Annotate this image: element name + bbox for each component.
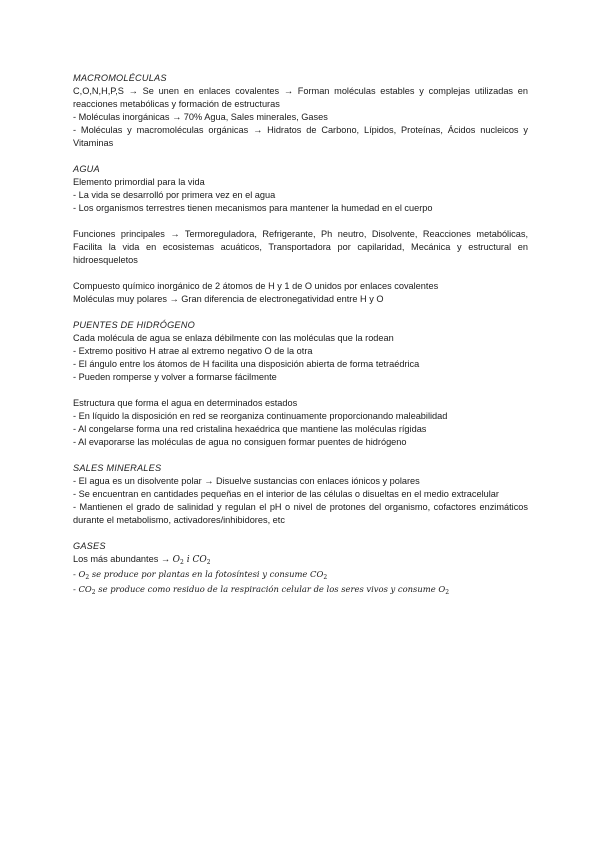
- section-heading: GASES: [73, 541, 106, 551]
- bullet-item: - Moléculas inorgánicas → 70% Agua, Sales minerales, Gases: [73, 112, 328, 122]
- bullet-item: - Extremo positivo H atrae al extremo negativo O de la otra: [73, 346, 313, 356]
- bullet-item: - Pueden romperse y volver a formarse fácilmente: [73, 372, 277, 382]
- text-line: Elemento primordial para la vida: [73, 177, 205, 187]
- section-heading: AGUA: [73, 164, 100, 174]
- text-line: Compuesto químico inorgánico de 2 átomos de H y 1 de O unidos por enlaces covalentes: [73, 281, 439, 291]
- paragraph: [73, 332, 528, 384]
- text-line: Funciones principales → Termoreguladora, Refrigerante, Ph neutro, Disolvente, Reacciones metabólicas, Facilita la vida en ecosistemas acuáticos, Transportadora por capilaridad, Mecánica y estructural en hidroesqueletos: [73, 229, 528, 265]
- bullet-item: - La vida se desarrolló por primera vez en el agua: [73, 190, 276, 200]
- math-bullet-item: - $CO_2$ se produce como residuo de la respiración celular de los seres vivos y consume $O_2$: [73, 584, 450, 596]
- intro-text: Los más abundantes →: [73, 554, 171, 564]
- text-line: [73, 553, 528, 567]
- bullet-item: - El ángulo entre los átomos de H facilita una disposición abierta de forma tetraédrica: [73, 359, 420, 369]
- formula-o2: $O_2$: [172, 555, 184, 566]
- section-sales-minerales: [73, 462, 528, 527]
- section-macromoleculas: [73, 72, 528, 150]
- text-line: Estructura que forma el agua en determinados estados: [73, 398, 298, 408]
- bullet-item: - Se encuentran en cantidades pequeñas en el interior de las células o disueltas en el medio extracelular: [73, 489, 499, 499]
- bullet-item: - Moléculas y macromoléculas orgánicas → Hidratos de Carbono, Lípidos, Proteínas, Ácidos nucleicos y Vitaminas: [73, 125, 528, 148]
- paragraph: [73, 280, 528, 306]
- paragraph: [73, 397, 528, 449]
- text-line: C,O,N,H,P,S → Se unen en enlaces covalentes → Forman moléculas estables y complejas utilizadas en reacciones metabólicas y formación de estructuras: [73, 86, 528, 109]
- paragraph: [73, 176, 528, 215]
- bullet-item: - Al evaporarse las moléculas de agua no consiguen formar puentes de hidrógeno: [73, 437, 407, 447]
- text-line: Cada molécula de agua se enlaza débilmente con las moléculas que la rodean: [73, 333, 394, 343]
- bullet-item: - En líquido la disposición en red se reorganiza continuamente proporcionando maleabilidad: [73, 411, 448, 421]
- section-puentes-hidrogeno: [73, 319, 528, 449]
- text-line: Moléculas muy polares → Gran diferencia de electronegatividad entre H y O: [73, 294, 384, 304]
- section-agua: [73, 163, 528, 306]
- section-heading: SALES MINERALES: [73, 463, 162, 473]
- paragraph: [73, 228, 528, 267]
- math-bullet-item: - $O_2$ se produce por plantas en la fotosíntesi y consume $CO_2$: [73, 569, 328, 581]
- section-heading: MACROMOLÉCULAS: [73, 73, 167, 83]
- section-gases: [73, 540, 528, 597]
- bullet-item: - Mantienen el grado de salinidad y regulan el pH o nivel de protones del organismo, cofactores enzimáticos durante el metabolismo, activadores/inhibidores, etc: [73, 502, 528, 525]
- document-page: [73, 72, 528, 610]
- formula-co2: $CO_2$: [192, 555, 211, 566]
- bullet-item: - Los organismos terrestres tienen mecanismos para mantener la humedad en el cuerpo: [73, 203, 433, 213]
- bullet-item: - Al congelarse forma una red cristalina hexaédrica que mantiene las moléculas rígidas: [73, 424, 427, 434]
- bullet-item: - El agua es un disolvente polar → Disuelve sustancias con enlaces iónicos y polares: [73, 476, 420, 486]
- formula-conjunction: i: [183, 555, 193, 565]
- section-heading: PUENTES DE HIDRÓGENO: [73, 320, 195, 330]
